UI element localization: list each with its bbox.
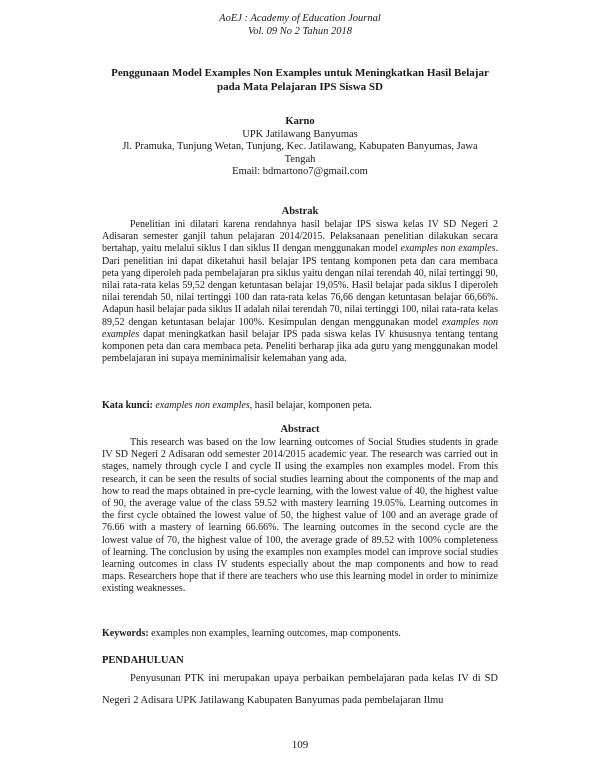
author-email: Email: bdmartono7@gmail.com (232, 166, 368, 177)
pendahuluan-paragraph: Penyusunan PTK ini merupakan upaya perbaikan pembelajaran pada kelas IV di SD Negeri 2 Adisara UPK Jatilawang Kabupaten Banyumas pada pembelajaran Ilmu (102, 673, 498, 706)
author-affiliation: UPK Jatilawang Banyumas (242, 128, 358, 140)
kata-kunci-rest: , hasil belajar, komponen peta. (249, 400, 372, 411)
page-number: 109 (291, 739, 309, 751)
author-name: Karno (285, 116, 315, 127)
running-header (0, 12, 600, 38)
keywords (102, 628, 498, 641)
abstrak-text-5: dapat meningkatkan hasil belajar IPS pada siswa kelas IV khususnya tentang tentang komponen peta dan cara membaca peta. Peneliti berharap jika ada guru yang menggunakan model pembelajaran ini supaya meminimalisir kelemahan yang ada. (102, 328, 498, 365)
abstrak-text-1: Penelitian ini dilatari karena rendahnya hasil belajar IPS siswa kelas IV SD Negeri 2 Adisaran semester ganjil tahun pelajaran 2014/2015. Pelaksanaan penelitian dilakukan secara bertahap, yaitu melalui siklus I dan siklus II dengan menggunakan model (102, 219, 498, 255)
journal-name: AoEJ : Academy of Education Journal (219, 13, 381, 24)
kata-kunci-italic: examples non examples (155, 400, 250, 411)
abstract-paragraph: This research was based on the low learning outcomes of Social Studies students in grade IV SD Negeri 2 Adisaran odd semester 2014/2015 academic year. The research was carried out in stages, namely through cycle I and cycle II using the examples non examples model. From this research, it can be seen the results of social studies learning about the components of the map and how to read the maps obtained in pre-cycle learning, with the lowest value of 40, the highest value of 90, the average value of the class 59.52 with mastery learning 19.05%. Learning outcomes in the first cycle obtained the lowest value of 50, the highest value of 100 and an average grade of 76.66 with a mastery of learning 66.66%. The learning outcomes in the second cycle are the lowest value of 70, the highest value of 100, the average grade of 89.52 with 100% completeness of learning. The conclusion by using the examples non examples model can improve social studies learning outcomes in class IV students especially about the map components and how to read maps. Researchers hope that if there are teachers who use this learning model in order to minimize existing weaknesses. (102, 437, 498, 595)
author-address: Jl. Pramuka, Tunjung Wetan, Tunjung, Kec. Jatilawang, Kabupaten Banyumas, Jawa Tengah (122, 141, 478, 165)
kata-kunci-label: Kata kunci: (102, 400, 153, 411)
author-block (110, 116, 490, 179)
keywords-label: Keywords: (102, 628, 149, 639)
kata-kunci (102, 400, 498, 413)
abstrak-heading: Abstrak (281, 206, 319, 217)
abstrak-paragraph (102, 219, 498, 365)
journal-volume: Vol. 09 No 2 Tahun 2018 (247, 26, 353, 37)
abstrak-text-2: examples non examples (400, 243, 496, 255)
paper-title: Penggunaan Model Examples Non Examples untuk Meningkatkan Hasil Belajar pada Mata Pelajaran IPS Siswa SD (111, 67, 489, 93)
abstrak-text-3: . Dari penelitian ini dapat diketahui hasil belajar IPS tentang komponen peta dan cara membaca peta yang diperoleh pada pembelajaran pra siklus yaitu dengan nilai terendah 40, nilai tertinggi 90, nilai rata-rata kelas 59,52 dengan ketuntasan belajar 19,05%. Hasil belajar pada siklus I diperoleh nilai terendah 50, nilai tertinggi 100 dan rata-rata kelas 76,66 dengan ketuntasan belajar 66,66%. Adapun hasil belajar pada siklus II adalah nilai terendah 70, nilai tertinggi 100, nilai rata-rata kelas 89,52 dengan ketuntasan belajar 100%. Kesimpulan dengan menggunakan model (102, 243, 498, 328)
keywords-text: examples non examples, learning outcomes, map components. (148, 628, 401, 639)
abstract-heading: Abstract (280, 424, 320, 435)
abstrak-text-4: examples non examples (102, 316, 498, 340)
pendahuluan-heading: PENDAHULUAN (102, 655, 184, 666)
